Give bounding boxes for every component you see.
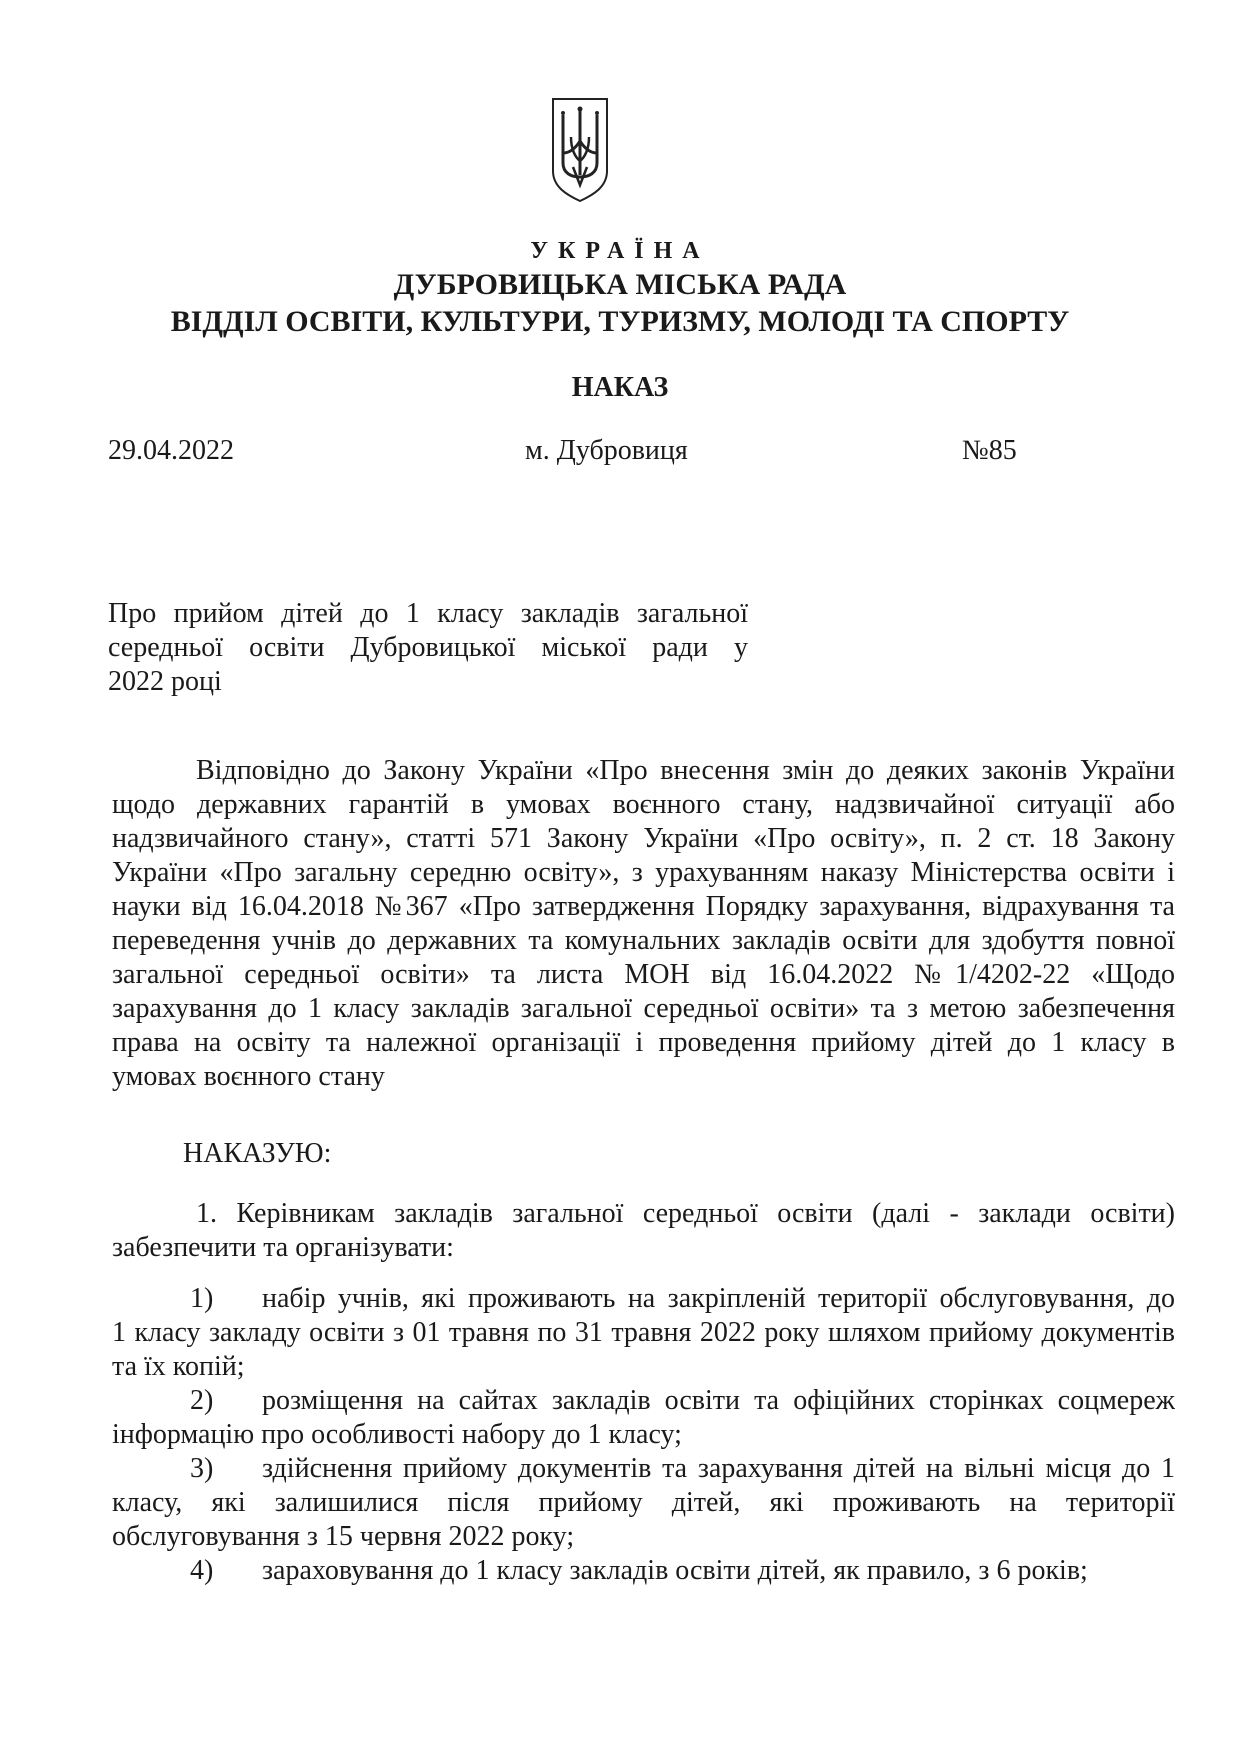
preamble-line: зарахування до 1 класу закладів загальної середньої освіти» та з метою забезпечення (112, 993, 1175, 1024)
list-item (112, 1452, 1175, 1554)
list-item (112, 1554, 1175, 1588)
item-line (112, 1282, 1175, 1316)
point-line: забезпечити та організувати: (112, 1232, 454, 1263)
item-number: 2) (190, 1385, 214, 1416)
item-text: розміщення на сайтах закладів освіти та офіційних сторінках соцмереж (262, 1385, 1175, 1416)
item-text: набір учнів, які проживають на закріпленій території обслуговування, до (262, 1283, 1175, 1314)
department-heading: ВІДДІЛ ОСВІТИ, КУЛЬТУРИ, ТУРИЗМУ, МОЛОДІ ТА СПОРТУ (170, 305, 1070, 338)
item-line: класу, які залишилися після прийому дітей, які проживають на території (112, 1487, 1175, 1518)
item-number: 4) (190, 1555, 214, 1586)
item-text: зараховування до 1 класу закладів освіти дітей, як правило, з 6 років; (262, 1555, 1088, 1586)
preamble-line: Відповідно до Закону України «Про внесення змін до деяких законів України (196, 755, 1175, 786)
subject-line: Про прийом дітей до 1 класу закладів загальної (108, 598, 748, 629)
item-number: 1) (190, 1283, 214, 1314)
order-place: м. Дубровиця (525, 435, 688, 466)
list-item (112, 1282, 1175, 1384)
order-number: №85 (962, 435, 1017, 466)
preamble-line: України «Про загальну середню освіту», з урахуванням наказу Міністерства освіти і (112, 857, 1175, 888)
order-subject (108, 597, 748, 699)
subject-line: середньої освіти Дубровицької міської ради у (108, 632, 748, 663)
item-line: інформацію про особливості набору до 1 класу; (112, 1419, 682, 1450)
preamble-line: загальної середньої освіти» та листа МОН від 16.04.2022 №1/4202-22 «Щодо (112, 959, 1175, 990)
item-line (112, 1384, 1175, 1418)
item-number: 3) (190, 1453, 214, 1484)
preamble-line: щодо державних гарантій в умовах воєнного стану, надзвичайної ситуації або (112, 789, 1175, 820)
item-line: 1 класу закладу освіти з 01 травня по 31 травня 2022 року шляхом прийому документів (112, 1317, 1175, 1348)
subject-line: 2022 році (108, 666, 222, 697)
preamble-line: переведення учнів до державних та комунальних закладів освіти для здобуття повної (112, 925, 1175, 956)
preamble-paragraph (112, 754, 1175, 1094)
order-directive: НАКАЗУЮ: (183, 1138, 332, 1169)
document-type-heading: НАКАЗ (571, 372, 669, 403)
item-line: обслуговування з 15 червня 2022 року; (112, 1521, 575, 1552)
point-1-paragraph (112, 1197, 1175, 1265)
preamble-line: науки від 16.04.2018 №367 «Про затвердження Порядку зарахування, відрахування та (112, 891, 1175, 922)
preamble-line: надзвичайного стану», статті 571 Закону України «Про освіту», п. 2 ст. 18 Закону (112, 823, 1175, 854)
country-heading: УКРАЇНА (530, 238, 710, 264)
item-line (112, 1452, 1175, 1486)
coat-of-arms-icon (549, 97, 611, 203)
council-heading: ДУБРОВИЦЬКА МІСЬКА РАДА (393, 268, 847, 301)
list-item (112, 1384, 1175, 1452)
point-line: 1. Керівникам закладів загальної середньої освіти (далі - заклади освіти) (196, 1198, 1175, 1229)
preamble-line: умовах воєнного стану (112, 1061, 385, 1092)
item-line (112, 1554, 1175, 1588)
item-line: та їх копій; (112, 1351, 245, 1382)
order-date: 29.04.2022 (108, 435, 234, 466)
preamble-line: права на освіту та належної організації і проведення прийому дітей до 1 класу в (112, 1027, 1175, 1058)
item-text: здійснення прийому документів та зарахування дітей на вільні місця до 1 (262, 1453, 1175, 1484)
